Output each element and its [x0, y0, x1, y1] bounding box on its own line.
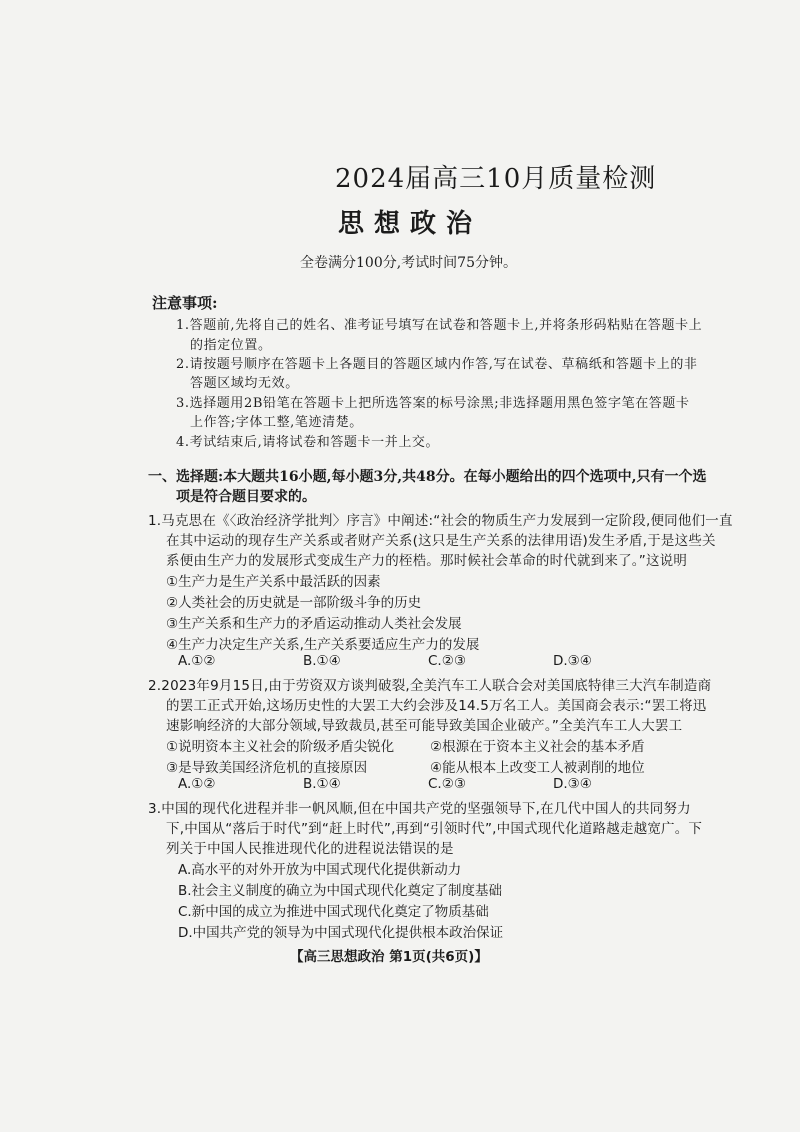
question-1-statement: ②人类社会的历史就是一部阶级斗争的历史 — [166, 595, 422, 611]
section-heading-cont: 项是符合题目要求的。 — [176, 489, 316, 505]
question-2-stem: 2.2023年9月15日,由于劳资双方谈判破裂,全美汽车工人联合会对美国底特律三大汽车制造商 — [148, 678, 712, 694]
subject-title: 思想政治 — [338, 209, 483, 239]
question-2-statement: ③是导致美国经济危机的直接原因 — [166, 760, 368, 776]
question-1-choice-b: B.①④ — [303, 653, 341, 669]
question-2-choice-b: B.①④ — [303, 776, 341, 792]
question-1-choice-c: C.②③ — [428, 653, 466, 669]
exam-title: 2024届高三10月质量检测 — [335, 164, 657, 194]
question-1-choice-a: A.①② — [178, 653, 216, 669]
page-footer: 【高三思想政治 第1页(共6页)】 — [290, 949, 488, 965]
note-line: 上作答;字体工整,笔迹清楚。 — [190, 415, 363, 430]
question-1-stem: 系便由生产力的发展形式变成生产力的桎梏。那时候社会革命的时代就到来了。”这说明 — [166, 553, 688, 569]
question-1-choice-d: D.③④ — [553, 653, 592, 669]
notes-title: 注意事项: — [152, 294, 218, 312]
question-2-choice-a: A.①② — [178, 776, 216, 792]
question-1-statement: ④生产力决定生产关系,生产关系要适应生产力的发展 — [166, 637, 480, 653]
question-2-statement: ④能从根本上改变工人被剥削的地位 — [430, 760, 645, 776]
question-2-choice-c: C.②③ — [428, 776, 466, 792]
note-line: 3.选择题用2B铅笔在答题卡上把所选答案的标号涂黑;非选择题用黑色签字笔在答题卡 — [176, 396, 690, 411]
question-2-choice-d: D.③④ — [553, 776, 592, 792]
question-1-statement: ①生产力是生产关系中最活跃的因素 — [166, 574, 381, 590]
question-2-stem: 速影响经济的大部分领域,导致裁员,甚至可能导致美国企业破产。”全美汽车工人大罢工 — [166, 718, 683, 734]
question-3-choice-a: A.高水平的对外开放为中国式现代化提供新动力 — [178, 862, 462, 878]
note-line: 4.考试结束后,请将试卷和答题卡一并上交。 — [176, 435, 440, 450]
question-2-statement: ②根源在于资本主义社会的基本矛盾 — [430, 739, 645, 755]
note-line: 的指定位置。 — [190, 338, 272, 353]
question-1-stem: 在其中运动的现存生产关系或者财产关系(这只是生产关系的法律用语)发生矛盾,于是这些关 — [166, 533, 716, 549]
question-2-statement: ①说明资本主义社会的阶级矛盾尖锐化 — [166, 739, 395, 755]
score-info: 全卷满分100分,考试时间75分钟。 — [300, 255, 517, 271]
note-line: 答题区域均无效。 — [190, 376, 299, 391]
note-line: 2.请按题号顺序在答题卡上各题目的答题区域内作答,写在试卷、草稿纸和答题卡上的非 — [176, 357, 698, 372]
section-heading: 一、选择题:本大题共16小题,每小题3分,共48分。在每小题给出的四个选项中,只有一个选 — [148, 469, 707, 485]
question-1-statement: ③生产关系和生产力的矛盾运动推动人类社会发展 — [166, 616, 462, 632]
question-3-choice-d: D.中国共产党的领导为中国式现代化提供根本政治保证 — [178, 925, 504, 941]
question-2-stem: 的罢工正式开始,这场历史性的大罢工大约会涉及14.5万名工人。美国商会表示:“罢工将迅 — [166, 698, 707, 714]
question-3-choice-b: B.社会主义制度的确立为中国式现代化奠定了制度基础 — [178, 883, 503, 899]
question-3-stem: 列关于中国人民推进现代化的进程说法错误的是 — [166, 841, 454, 857]
question-3-stem: 3.中国的现代化进程并非一帆风顺,但在中国共产党的坚强领导下,在几代中国人的共同努力 — [148, 801, 691, 817]
question-1-stem: 1.马克思在《〈政治经济学批判〉序言》中阐述:“社会的物质生产力发展到一定阶段,便同他们一直 — [148, 513, 733, 529]
question-3-stem: 下,中国从“落后于时代”到“赶上时代”,再到“引领时代”,中国式现代化道路越走越宽广。下 — [166, 821, 703, 837]
note-line: 1.答题前,先将自己的姓名、准考证号填写在试卷和答题卡上,并将条形码粘贴在答题卡上 — [176, 318, 703, 333]
question-3-choice-c: C.新中国的成立为推进中国式现代化奠定了物质基础 — [178, 904, 489, 920]
